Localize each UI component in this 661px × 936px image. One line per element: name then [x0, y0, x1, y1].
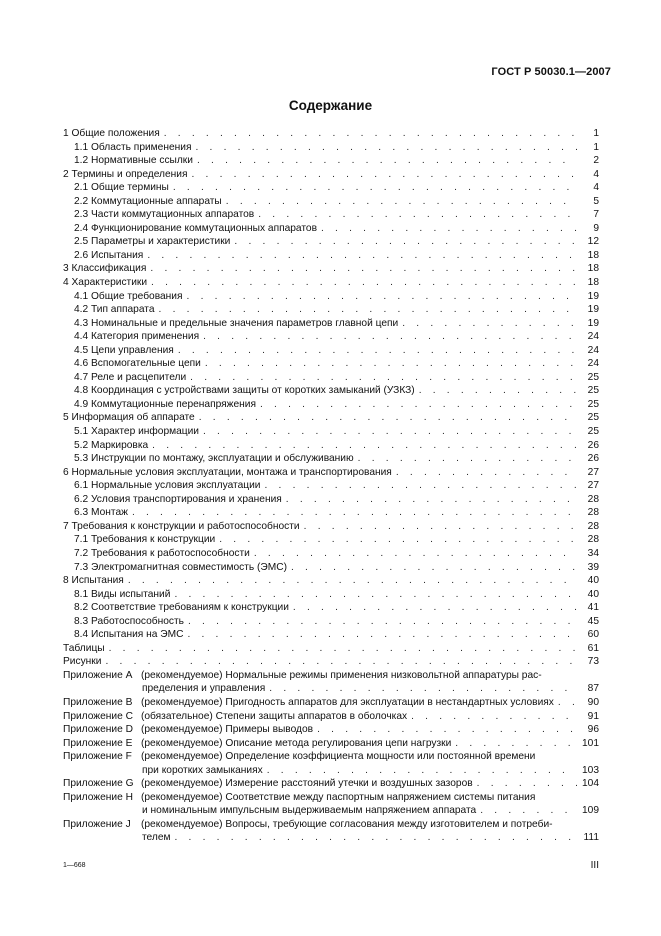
toc-appendix	[63, 710, 599, 724]
toc-entry-number: 6.1	[74, 480, 91, 492]
toc-entry	[63, 452, 599, 466]
toc-entry-number: 7.3	[74, 561, 91, 573]
appendix-page: 90	[587, 696, 599, 708]
toc-entry-label: Общие термины	[91, 182, 169, 194]
toc-leader-dots	[264, 479, 577, 493]
toc-entry-number: 5.2	[74, 439, 91, 451]
toc-leader-dots	[195, 141, 577, 155]
toc-entry-page: 73	[587, 656, 599, 668]
toc-entry-page: 40	[587, 588, 599, 600]
toc-leader-dots	[178, 344, 577, 358]
toc-appendix	[63, 777, 599, 791]
toc-entry-label: Соответствие требованиям к конструкции	[91, 602, 289, 614]
toc-entry	[63, 222, 599, 236]
toc-entry-number: 8.2	[74, 602, 91, 614]
toc-entry	[63, 290, 599, 304]
toc-entry	[63, 127, 599, 141]
toc-leader-dots	[317, 723, 577, 737]
toc-leader-dots	[151, 276, 577, 290]
toc-entry-page: 1	[593, 128, 599, 139]
toc-entry-number: 4.2	[74, 304, 91, 316]
toc-entry	[63, 181, 599, 195]
toc-entry	[63, 154, 599, 168]
toc-entry-number: 7.2	[74, 547, 91, 559]
toc-entry-number: 3	[63, 263, 72, 275]
toc-entry-label: Электромагнитная совместимость (ЭМС)	[91, 561, 287, 573]
toc-entry-label: Маркировка	[91, 439, 149, 451]
toc-entry	[63, 628, 599, 642]
toc-entry-number: 2.4	[74, 222, 91, 234]
toc-leader-dots	[175, 831, 578, 845]
toc-entry	[63, 493, 599, 507]
toc-entry-label: Таблицы	[63, 642, 105, 654]
toc-entry-page: 45	[587, 615, 599, 627]
toc-entry-number: 8.3	[74, 615, 91, 627]
toc-entry-number: 4.8	[74, 385, 91, 397]
appendix-page: 101	[582, 737, 599, 749]
table-of-contents	[63, 127, 599, 845]
toc-leader-dots	[173, 181, 577, 195]
appendix-title: (рекомендуемое) Описание метода регулирования цепи нагрузки	[141, 737, 452, 749]
page-number: III	[590, 860, 599, 871]
toc-entry-label: Координация с устройствами защиты от коротких замыканий (УЗКЗ)	[91, 385, 415, 397]
appendix-page: 103	[582, 764, 599, 776]
toc-entry-page: 9	[593, 222, 599, 234]
toc-leader-dots	[128, 574, 577, 588]
toc-entry-label: Категория применения	[91, 331, 200, 343]
toc-leader-dots	[291, 561, 577, 575]
appendix-name: Приложение F	[63, 751, 132, 763]
toc-entry-number: 2.3	[74, 209, 91, 221]
toc-entry-label: Номинальные и предельные значения параметров главной цепи	[91, 317, 399, 329]
toc-leader-dots	[203, 330, 577, 344]
toc-entry-label: Испытания	[71, 575, 124, 587]
toc-entry	[63, 439, 599, 453]
footer-print-code: 1—668	[63, 862, 86, 869]
toc-entry	[63, 466, 599, 480]
toc-entry-label: Тип аппарата	[91, 304, 155, 316]
toc-entry-page: 19	[587, 290, 599, 302]
toc-leader-dots	[219, 533, 577, 547]
toc-entry-number: 8	[63, 575, 72, 587]
appendix-page: 111	[583, 832, 599, 844]
toc-entry-page: 40	[587, 575, 599, 587]
toc-entry	[63, 344, 599, 358]
appendix-name: Приложение H	[63, 791, 133, 803]
appendix-title-line2: пределения и управления	[142, 683, 266, 695]
toc-entry-page: 24	[587, 358, 599, 370]
toc-entry-label: Классификация	[71, 263, 147, 275]
toc-entry	[63, 655, 599, 669]
toc-entry-page: 27	[587, 480, 599, 492]
toc-entry	[63, 208, 599, 222]
toc-entry-label: Вспомогательные цепи	[91, 358, 201, 370]
toc-leader-dots	[269, 682, 577, 696]
toc-entry	[63, 561, 599, 575]
toc-entry-number: 4.5	[74, 344, 91, 356]
toc-entry-number: 5	[63, 412, 72, 424]
appendix-title-line1: (рекомендуемое) Определение коэффициента мощности или постоянной времени	[141, 751, 536, 763]
toc-entry	[63, 249, 599, 263]
toc-leader-dots	[480, 804, 577, 818]
toc-entry	[63, 411, 599, 425]
toc-entry-page: 25	[587, 412, 599, 424]
toc-appendix	[63, 791, 599, 818]
appendix-title: (рекомендуемое) Пригодность аппаратов для эксплуатации в нестандартных условиях	[141, 696, 554, 708]
toc-leader-dots	[477, 777, 577, 791]
toc-entry-label: Части коммутационных аппаратов	[91, 209, 255, 221]
toc-leader-dots	[226, 195, 577, 209]
toc-entry-number: 2.6	[74, 249, 91, 261]
toc-entry-label: Испытания	[91, 249, 144, 261]
appendix-title: (рекомендуемое) Измерение расстояний утечки и воздушных зазоров	[141, 778, 473, 790]
toc-entry	[63, 384, 599, 398]
toc-entry	[63, 276, 599, 290]
toc-entry-page: 25	[587, 426, 599, 438]
toc-leader-dots	[558, 696, 577, 710]
toc-entry-page: 5	[593, 195, 599, 207]
toc-entry-label: Общие требования	[91, 290, 183, 302]
toc-entry	[63, 168, 599, 182]
toc-appendix	[63, 818, 599, 845]
toc-entry-label: Инструкции по монтажу, эксплуатации и обслуживанию	[91, 453, 354, 465]
toc-entry	[63, 371, 599, 385]
toc-leader-dots	[455, 737, 577, 751]
toc-entry-number: 1	[63, 128, 72, 139]
toc-entry-label: Характеристики	[71, 277, 148, 289]
toc-entry-number: 4.4	[74, 331, 91, 343]
toc-appendix	[63, 750, 599, 777]
toc-entry-page: 28	[587, 507, 599, 519]
toc-entry-label: Область применения	[91, 141, 192, 153]
toc-appendix	[63, 737, 599, 751]
toc-appendix	[63, 669, 599, 696]
toc-leader-dots	[188, 615, 577, 629]
toc-entry-number: 5.3	[74, 453, 91, 465]
appendix-page: 87	[587, 683, 599, 695]
toc-leader-dots	[396, 466, 577, 480]
toc-leader-dots	[187, 628, 577, 642]
toc-leader-dots	[411, 710, 577, 724]
toc-entry-label: Информация об аппарате	[71, 412, 195, 424]
appendix-name: Приложение E	[63, 737, 133, 749]
toc-appendix	[63, 723, 599, 737]
appendix-title: (обязательное) Степени защиты аппаратов в оболочках	[141, 710, 408, 722]
toc-entry-number: 4.9	[74, 398, 91, 410]
appendix-page: 96	[587, 724, 599, 736]
toc-entry-page: 25	[587, 371, 599, 383]
toc-entry	[63, 479, 599, 493]
toc-entry-page: 25	[587, 398, 599, 410]
toc-entry-page: 4	[593, 168, 599, 180]
toc-entry-number: 4	[63, 277, 72, 289]
toc-leader-dots	[254, 547, 577, 561]
appendix-name: Приложение G	[63, 778, 134, 790]
toc-entry-page: 39	[587, 561, 599, 573]
toc-entry	[63, 574, 599, 588]
toc-entry-label: Параметры и характеристики	[91, 236, 231, 248]
toc-entry-label: Общие положения	[71, 128, 160, 139]
appendix-title-line1: (рекомендуемое) Вопросы, требующие согласования между изготовителем и потреби-	[141, 818, 553, 830]
toc-entry-label: Цепи управления	[91, 344, 174, 356]
toc-leader-dots	[286, 493, 577, 507]
toc-entry	[63, 262, 599, 276]
appendix-title-line2: и номинальным импульсным выдерживаемым напряжением аппарата	[142, 805, 477, 817]
toc-entry-page: 61	[587, 642, 599, 654]
toc-entry-page: 28	[587, 493, 599, 505]
toc-leader-dots	[164, 127, 577, 141]
toc-entry-page: 19	[587, 304, 599, 316]
toc-entry-label: Работоспособность	[91, 615, 184, 627]
toc-entry	[63, 520, 599, 534]
toc-leader-dots	[105, 655, 577, 669]
toc-entry	[63, 303, 599, 317]
toc-entry-number: 2.2	[74, 195, 91, 207]
toc-entry	[63, 398, 599, 412]
toc-entry	[63, 357, 599, 371]
toc-leader-dots	[191, 168, 577, 182]
toc-entry-number: 4.7	[74, 371, 91, 383]
toc-entry-label: Термины и определения	[71, 168, 188, 180]
toc-entry-label: Требования к работоспособности	[91, 547, 250, 559]
toc-leader-dots	[234, 235, 577, 249]
toc-entry-number: 4.6	[74, 358, 91, 370]
toc-entry-number: 2.1	[74, 182, 91, 194]
toc-entry-page: 27	[587, 466, 599, 478]
toc-entry-page: 26	[587, 453, 599, 465]
toc-leader-dots	[260, 398, 577, 412]
toc-entry	[63, 425, 599, 439]
toc-entry-page: 26	[587, 439, 599, 451]
toc-entry-number: 8.1	[74, 588, 91, 600]
toc-entry	[63, 642, 599, 656]
toc-entry-label: Нормальные условия эксплуатации, монтажа и транспортирования	[71, 466, 392, 478]
toc-entry	[63, 601, 599, 615]
toc-leader-dots	[199, 411, 577, 425]
toc-entry-label: Требования к конструкции и работоспособности	[71, 520, 300, 532]
toc-leader-dots	[205, 357, 577, 371]
toc-entry-number: 7.1	[74, 534, 91, 546]
toc-entry-page: 7	[593, 209, 599, 221]
toc-leader-dots	[258, 208, 577, 222]
toc-entry-page: 18	[587, 263, 599, 275]
appendix-page: 104	[582, 778, 599, 790]
toc-entry-label: Испытания на ЭМС	[91, 629, 184, 641]
toc-entry-number: 1.2	[74, 155, 91, 167]
toc-entry-page: 24	[587, 344, 599, 356]
toc-entry-label: Коммутационные перенапряжения	[91, 398, 256, 410]
toc-entry-label: Монтаж	[91, 507, 128, 519]
toc-leader-dots	[304, 520, 577, 534]
standard-code: ГОСТ Р 50030.1—2007	[491, 66, 611, 78]
toc-entry-number: 2.5	[74, 236, 91, 248]
toc-entry	[63, 506, 599, 520]
toc-entry-number: 4.3	[74, 317, 91, 329]
toc-entry-page: 19	[587, 317, 599, 329]
toc-leader-dots	[152, 439, 577, 453]
toc-leader-dots	[147, 249, 577, 263]
toc-leader-dots	[132, 506, 577, 520]
appendix-page: 91	[587, 710, 599, 722]
toc-entry	[63, 533, 599, 547]
toc-entry-label: Характер информации	[91, 426, 199, 438]
toc-entry	[63, 141, 599, 155]
toc-entry	[63, 547, 599, 561]
toc-entry-page: 18	[587, 249, 599, 261]
toc-entry-label: Функционирование коммутационных аппаратов	[91, 222, 317, 234]
appendix-title: (рекомендуемое) Примеры выводов	[141, 724, 314, 736]
toc-entry-page: 28	[587, 534, 599, 546]
toc-entry-number: 8.4	[74, 629, 91, 641]
toc-entry-label: Виды испытаний	[91, 588, 171, 600]
toc-entry-page: 1	[593, 141, 599, 153]
toc-leader-dots	[203, 425, 577, 439]
toc-entry-number: 1.1	[74, 141, 91, 153]
appendix-name: Приложение A	[63, 669, 133, 681]
toc-entry	[63, 615, 599, 629]
toc-entry-label: Реле и расцепители	[91, 371, 187, 383]
appendix-title-line1: (рекомендуемое) Соответствие между паспортным напряжением системы питания	[141, 791, 536, 803]
toc-leader-dots	[109, 642, 577, 656]
toc-entry	[63, 195, 599, 209]
toc-entry	[63, 330, 599, 344]
appendix-title-line2: телем	[142, 832, 171, 844]
toc-entry	[63, 317, 599, 331]
toc-entry-page: 41	[587, 602, 599, 614]
appendix-name: Приложение D	[63, 724, 133, 736]
toc-entry-page: 12	[587, 236, 599, 248]
toc-entry-label: Условия транспортирования и хранения	[91, 493, 282, 505]
toc-entry-page: 4	[593, 182, 599, 194]
toc-entry-label: Нормативные ссылки	[91, 155, 193, 167]
toc-entry	[63, 588, 599, 602]
appendix-title-line2: при коротких замыканиях	[142, 764, 263, 776]
toc-entry-number: 6.3	[74, 507, 91, 519]
toc-entry-label: Нормальные условия эксплуатации	[91, 480, 261, 492]
toc-entry-number: 4.1	[74, 290, 91, 302]
toc-leader-dots	[267, 764, 577, 778]
toc-leader-dots	[358, 452, 577, 466]
appendix-name: Приложение C	[63, 710, 133, 722]
appendix-name: Приложение B	[63, 696, 133, 708]
toc-leader-dots	[197, 154, 577, 168]
toc-entry-page: 2	[593, 155, 599, 167]
toc-entry-page: 60	[587, 629, 599, 641]
toc-entry-label: Коммутационные аппараты	[91, 195, 222, 207]
toc-entry-page: 24	[587, 331, 599, 343]
toc-entry-number: 2	[63, 168, 72, 180]
toc-entry-number: 5.1	[74, 426, 91, 438]
toc-leader-dots	[321, 222, 577, 236]
toc-entry-page: 18	[587, 277, 599, 289]
toc-appendix	[63, 696, 599, 710]
toc-leader-dots	[159, 303, 577, 317]
toc-entry-page: 28	[587, 520, 599, 532]
toc-leader-dots	[293, 601, 577, 615]
toc-leader-dots	[187, 290, 577, 304]
toc-leader-dots	[402, 317, 577, 331]
toc-leader-dots	[174, 588, 577, 602]
toc-leader-dots	[190, 371, 577, 385]
toc-leader-dots	[150, 262, 577, 276]
toc-entry-page: 25	[587, 385, 599, 397]
toc-entry-number: 6	[63, 466, 72, 478]
toc-leader-dots	[419, 384, 577, 398]
appendix-title-line1: (рекомендуемое) Нормальные режимы применения низковольтной аппаратуры рас-	[141, 669, 542, 681]
appendix-name: Приложение J	[63, 818, 131, 830]
appendix-page: 109	[582, 805, 599, 817]
toc-entry-label: Рисунки	[63, 656, 102, 668]
toc-entry-number: 7	[63, 520, 72, 532]
page-title: Содержание	[288, 98, 373, 113]
toc-entry-page: 34	[587, 547, 599, 559]
toc-entry-label: Требования к конструкции	[91, 534, 216, 546]
toc-entry	[63, 235, 599, 249]
toc-entry-number: 6.2	[74, 493, 91, 505]
